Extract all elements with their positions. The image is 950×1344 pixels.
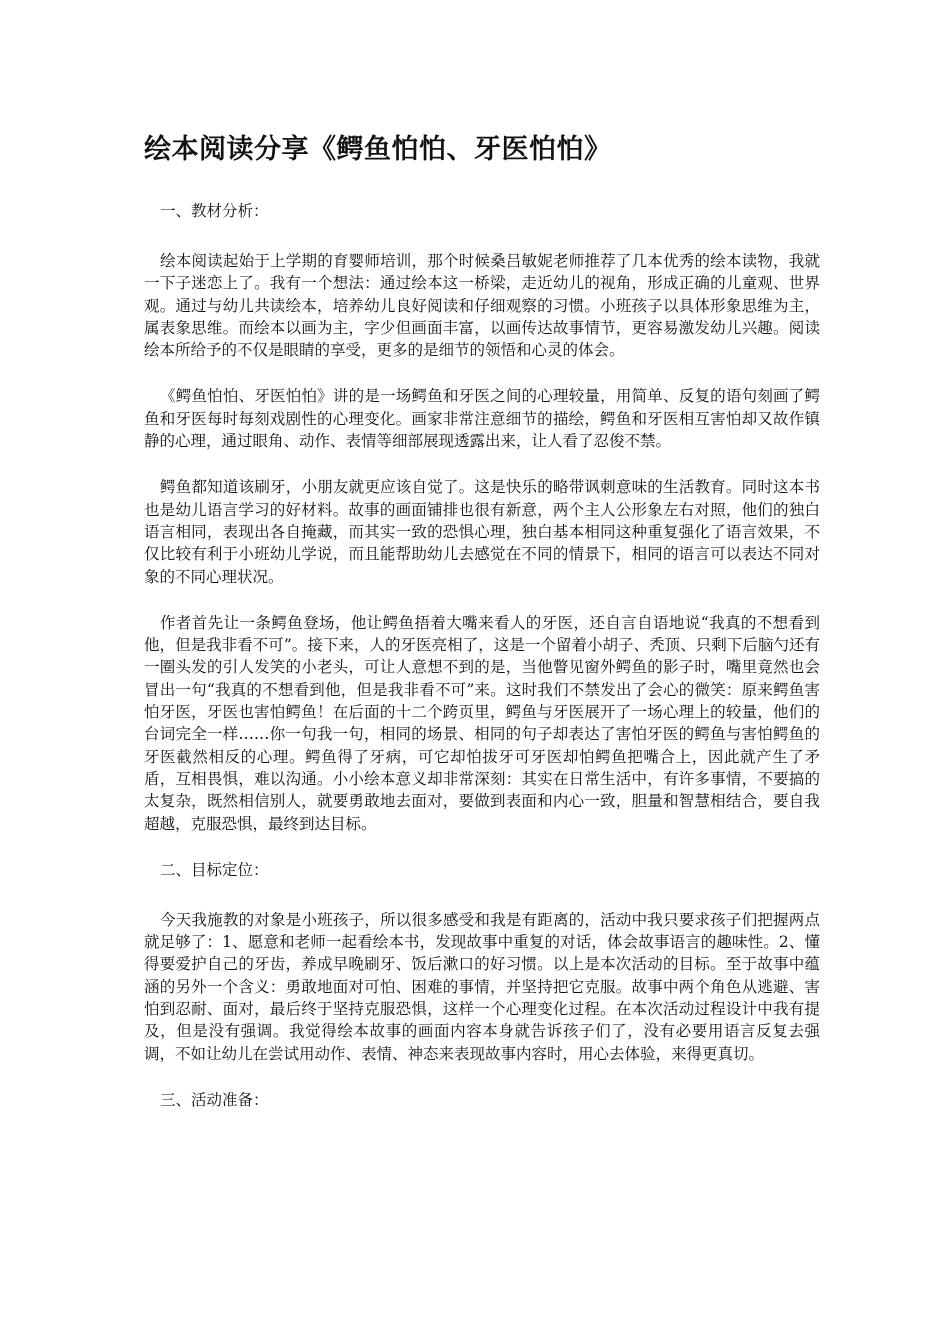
section-heading-goals: 二、目标定位： bbox=[160, 860, 269, 879]
document-page bbox=[144, 128, 820, 1139]
paragraph: 今天我施教的对象是小班孩子，所以很多感受和我是有距离的，活动中我只要求孩子们把握两点就足够了：1、愿意和老师一起看绘本书，发现故事中重复的对话，体会故事语言的趣味性。2、懂得要爱护自己的牙齿，养成早晚刷牙、饭后漱口的好习惯。以上是本次活动的目标。至于故事中蕴涵的另外一个含义：勇敢地面对可怕、困难的事情，并坚持把它克服。故事中两个角色从逃避、害怕到忍耐、面对，最后终于坚持克服恐惧，这样一个心理变化过程。在本次活动过程设计中我有提及，但是没有强调。我觉得绘本故事的画面内容本身就告诉孩子们了，没有必要用语言反复去强调，不如让幼儿在尝试用动作、表情、神态来表现故事内容时，用心去体验，来得更真切。 bbox=[144, 910, 820, 1063]
paragraph: 绘本阅读起始于上学期的育婴师培训，那个时候桑吕敏妮老师推荐了几本优秀的绘本读物，我就一下子迷恋上了。我有一个想法：通过绘本这一桥梁，走近幼儿的视角，形成正确的儿童观、世界观。通过与幼儿共读绘本，培养幼儿良好阅读和仔细观察的习惯。小班孩子以具体形象思维为主，属表象思维。而绘本以画为主，字少但画面丰富，以画传达故事情节，更容易激发幼儿兴趣。阅读绘本所给予的不仅是眼睛的享受，更多的是细节的领悟和心灵的体会。 bbox=[144, 252, 820, 360]
document-title: 绘本阅读分享《鳄鱼怕怕、牙医怕怕》 bbox=[144, 134, 612, 165]
paragraph: 作者首先让一条鳄鱼登场，他让鳄鱼捂着大嘴来看人的牙医，还自言自语地说“我真的不想看到他，但是我非看不可”。接下来，人的牙医亮相了，这是一个留着小胡子、秃顶、只剩下后脑勺还有一圈头发的引人发笑的小老头，可让人意想不到的是，当他瞥见窗外鳄鱼的影子时，嘴里竟然也会冒出一句“我真的不想看到他，但是我非看不可”来。这时我们不禁发出了会心的微笑：原来鳄鱼害怕牙医，牙医也害怕鳄鱼！在后面的十二个跨页里，鳄鱼与牙医展开了一场心理上的较量，他们的台词完全一样……你一句我一句，相同的场景、相同的句子却表达了害怕牙医的鳄鱼与害怕鳄鱼的牙医截然相反的心理。鳄鱼得了牙病，可它却怕拔牙可牙医却怕鳄鱼把嘴合上，因此就产生了矛盾，互相畏惧，难以沟通。小小绘本意义却非常深刻：其实在日常生活中，有许多事情，不要搞的太复杂，既然相信别人，就要勇敢地去面对，要做到表面和内心一致，胆量和智慧相结合，要自我超越，克服恐惧，最终到达目标。 bbox=[144, 613, 820, 833]
section-heading-analysis: 一、教材分析： bbox=[160, 202, 269, 220]
section-heading-preparation: 三、活动准备： bbox=[160, 1090, 269, 1109]
paragraph: 鳄鱼都知道该刷牙，小朋友就更应该自觉了。这是快乐的略带讽刺意味的生活教育。同时这本书也是幼儿语言学习的好材料。故事的画面铺排也很有新意，两个主人公形象左右对照，他们的独白语言相同，表现出各自掩藏，而其实一致的恐惧心理，独白基本相同这种重复强化了语言效果，不仅比较有利于小班幼儿学说，而且能帮助幼儿去感觉在不同的情景下，相同的语言可以表达不同对象的不同心理状况。 bbox=[144, 478, 820, 586]
paragraph: 《鳄鱼怕怕、牙医怕怕》讲的是一场鳄鱼和牙医之间的心理较量，用简单、反复的语句刻画了鳄鱼和牙医每时每刻戏剧性的心理变化。画家非常注意细节的描绘，鳄鱼和牙医相互害怕却又故作镇静的心理，通过眼角、动作、表情等细部展现透露出来，让人看了忍俊不禁。 bbox=[144, 387, 820, 451]
